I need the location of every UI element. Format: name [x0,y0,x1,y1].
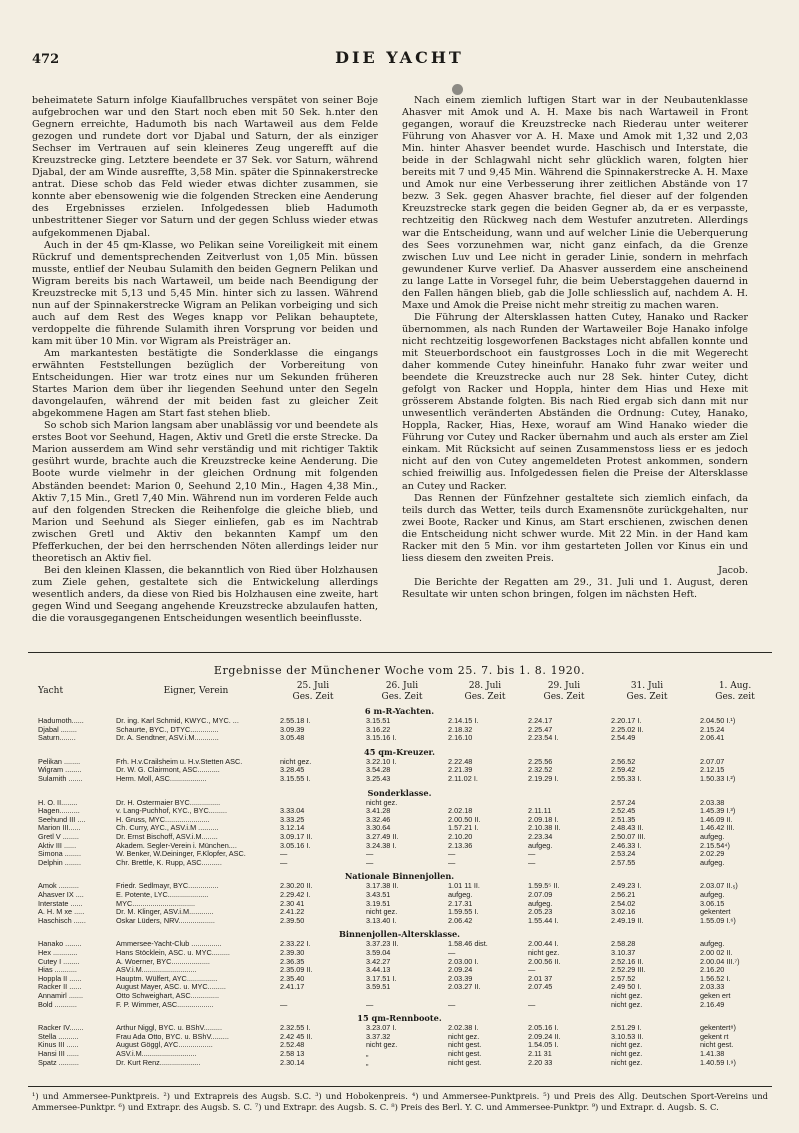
yacht-name: Hias ........... [38,965,77,975]
race-time: 2.49.23 I. [611,881,642,891]
owner-club: Dr. ing. Karl Schmid, KWYC., MYC. ... [116,716,239,725]
race-time: geken ert [700,991,731,1000]
race-time: gekent rt [700,1031,729,1041]
race-time: 2.41.22 [280,907,305,917]
race-time: 3.27.49 II. [366,832,399,841]
yacht-name: Bold ........... [38,999,77,1009]
race-time: 2.39.30 [280,948,305,957]
right-text-column [402,95,748,601]
race-time: 2.58.28 [611,939,636,949]
race-time: 3.43.51 [366,890,391,899]
owner-club: Dr. Ernst Bischoff, ASV.i.M........ [116,832,218,841]
race-time: 3.10.37 [611,948,636,957]
owner-club: Ch. Curry, AYC., ASV.i.M .......... [116,823,219,833]
yacht-name: Interstate ...... [38,898,83,908]
race-time: nicht gest. [700,1040,734,1050]
section-heading: Binnenjollen-Altersklasse. [338,929,461,940]
yacht-name: Stella .......... [38,1031,79,1041]
race-time: 2.00.44 I. [528,939,559,949]
race-time: — [448,857,456,867]
race-time: — [280,849,288,859]
owner-club: Hauptm. Wülfert, AYC............... [116,973,218,983]
race-time: 2.35.09 II. [280,965,313,975]
race-time: 2.07.07 [700,756,725,766]
race-time: nicht gez. [611,1040,643,1050]
race-time: 2.35.40 [280,973,305,983]
owner-club: Dr. H. Ostermaier BYC............... [116,797,221,807]
yacht-name: Gretl V ........ [38,832,79,841]
owner-club: v. Lang-Puchhof, KYC., BYC......... [116,806,227,816]
owner-club: Otto Schweighart, ASC.............. [116,991,220,1000]
race-time: 2.19.29 I. [528,774,559,783]
race-time: 3.23.07 I. [366,1023,397,1033]
race-time: 2.53.24 [611,849,636,859]
yacht-name: Seehund III .... [38,814,86,824]
race-time: 2.30.20 II. [280,881,313,891]
race-time: 2.49.19 II. [611,915,644,925]
race-time: 3.13.40 I. [366,915,397,925]
race-time: 2.51.29 I. [611,1023,642,1033]
race-time: 2.25.02 II. [611,724,644,734]
section-heading: Sonderklasse. [367,787,432,798]
paragraph: Nach einem ziemlich luftigen Start war in der Neubautenklasse Ahasver mit Amok und A. H. Maxe bis nach Wartaweil in Front gegangen, worauf die Kreuzstrecke nach Riederau unter weiterer Führung von Ahasver vor A. H. Maxe und Amok mit 1,32 und 2,03 Min. hinter Ahasver beendet wurde. Haschisch und Interstate, die beide in der Schlagwahl nicht sehr glücklich waren, folgten hier bereits mit 7 und 9,45 Min. Während die Spinnakerstrecke A. H. Maxe und Amok nur eine Verbesserung ihrer zeitlichen Abstände von 17 bezw. 3 Sek. gegen Ahasver brachte, fiel dieser auf der folgenden Kreuzstrecke stark gegen die beiden Gegner ab, da er es verpasste, rechtzeitig den Rückweg nach dem Westufer anzutreten. Allerdings war die Entscheidung, wann und auf welcher Linie die Ueberquerung des Sees vorzunehmen war, nicht ganz einfach, da die Grenze zwischen Luv und Lee nicht in gerader Linie, sondern in mehrfach gewundener Kurve verlief. Da Ahasver ausserdem eine anscheinend zu lange Latte in Vorsegel fuhr, die beim Ueberstaggehen dauernd in den Fallen hängen blieb, gab die Jolle schliesslich auf, nachdem A. H. Maxe und Amok die Preise nicht mehr streitig zu machen waren. [402,95,748,311]
race-time: — [528,849,536,859]
yacht-name: Haschisch ...... [38,915,86,925]
race-time: 2.11.11 [528,806,552,816]
owner-club: Friedr. Sedlmayr, BYC............... [116,881,219,891]
race-time: 1.46.09 II. [700,814,733,824]
race-time: 2.46.33 I. [611,840,642,850]
race-time: 2.20.17 I. [611,716,642,725]
race-time: 2.06.42 [448,915,473,925]
yacht-name: A. H. M xe ..... [38,907,85,917]
race-time: 2.39.50 [280,915,305,925]
race-time: 2.03.33 [700,982,725,992]
left-text-column [32,95,378,625]
owner-club: A. Woerner, BYC................... [116,956,210,966]
owner-club: August Göggl, AYC................. [116,1040,213,1050]
race-time: 2.25.56 [528,756,553,766]
race-time: 2.51.35 [611,814,636,824]
race-time: 2.12.15 [700,765,725,775]
race-time: 3.37.23 II. [366,939,399,949]
race-time: 3.09.39 [280,724,305,734]
race-time: aufgeg. [700,939,725,949]
owner-club: Oskar Lüders, NRV.................. [116,915,215,925]
race-time: — [366,857,374,867]
owner-club: H. Gruss, MYC...................... [116,814,210,824]
yacht-name: Spatz .......... [38,1057,79,1067]
yacht-name: Hoppla II ...... [38,973,82,983]
yacht-name: Delphin ........ [38,857,81,867]
yacht-name: Sulamith ....... [38,774,83,783]
header-day-1: 25. Juli Ges. Zeit [292,681,334,702]
race-time: 2.03.00 I. [448,956,479,966]
race-time: 3.05.16 I. [280,840,311,850]
race-time: 2.30 41 [280,898,305,908]
race-time: — [280,999,288,1009]
race-time: nicht gez. [528,948,560,957]
race-time: 1.59.5⁵ II. [528,881,560,891]
race-time: 2.16.20 [700,965,725,975]
race-time: aufgeg. [700,832,725,841]
race-time: nicht gest. [448,1049,482,1058]
race-time: 2.36.35 [280,956,305,966]
race-time: „ [366,1057,369,1067]
owner-club: Frau Ada Otto, BYC. u. BShV......... [116,1031,229,1041]
race-time: 1.59.55 I. [448,907,479,917]
race-time: 2.42 45 II. [280,1031,313,1041]
race-time: 2.09.18 I. [528,814,559,824]
race-time: 2.07.45 [528,982,553,992]
owner-club: Dr. Kurt Renz.................... [116,1057,201,1067]
race-time: 2.25.47 [528,724,553,734]
race-time: 1.57.21 I. [448,823,479,833]
race-time: 2.05.16 I. [528,1023,559,1033]
race-time: aufgeg. [528,898,553,908]
race-time: 2.14.15 I. [448,716,479,725]
paragraph: Bei den kleinen Klassen, die bekanntlich von Ried über Holzhausen zum Ziele gehen, gestaltete sich die Entwickelung allerdings wesentlich anders, da diese von Ried bis Holzhausen eine zweite, hart gegen Wind und Seegang angehende Kreuzstrecke abzulaufen hatten, die die vorausgegangenen Entscheidungen wesentlich beeinflusste. [32,564,378,625]
paragraph: Das Rennen der Fünfzehner gestaltete sich ziemlich einfach, da teils durch das Wetter, teils durch Examensnöte zurückgehalten, nur zwei Boote, Racker und Kinus, am Start erschienen, zwischen denen die Entscheidung nicht schwer wurde. Mit 22 Min. in der Hand kam Racker mit den 5 Min. vor ihm gestarteten Jollen vor Kinus ein und liess diesem den zweiten Preis. [402,492,748,564]
race-time: 2.09.24 II. [528,1031,561,1041]
race-time: 2.03.07 II.₅) [700,881,738,891]
owner-club: August Mayer, ASC. u. MYC......... [116,982,226,992]
race-time: nicht gez. [611,991,643,1000]
race-time: 2.59.42 [611,765,636,775]
author-signature: Jacob. [718,564,748,576]
yacht-name: Marion III...... [38,823,81,833]
owner-club: ASV.i.M........................... [116,965,197,975]
race-time: 2.58 13 [280,1049,305,1058]
race-time: — [448,948,456,957]
race-time: 3.59.51 [366,982,391,992]
race-time: 2.09.24 [448,965,473,975]
race-time: 2.24.17 [528,716,553,725]
race-time: 2.30.14 [280,1057,305,1067]
table-row [0,774,799,784]
race-time: 2.32.55 I. [280,1023,311,1033]
race-time: 2.00 02 II. [700,948,733,957]
race-time: 1.56.52 I. [700,973,731,983]
race-time: 2.22.48 [448,756,473,766]
race-time: — [448,999,456,1009]
race-time: — [448,849,456,859]
race-time: 2.52.16 II. [611,956,644,966]
race-time: 2.05.23 [528,907,553,917]
header-day-2: 26. Juli Ges. Zeit [381,681,423,702]
page-number: 472 [32,52,60,67]
race-time: — [280,857,288,867]
race-time: 2.32.52 [528,765,553,775]
race-time: 1.54.05 I. [528,1040,559,1050]
owner-club: F. P. Wimmer, ASC.................. [116,999,214,1009]
yacht-name: Amok .......... [38,881,79,891]
race-time: 2.52.29 III. [611,965,646,975]
owner-club: E. Potente, LYC.................... [116,890,209,899]
race-time: 3.24.38 I. [366,840,397,850]
race-time: 2.16.10 [448,733,473,743]
race-time: 2.15.54⁴) [700,840,730,850]
race-time: 2.00.04 III.⁷) [700,956,740,966]
owner-club: Ammersee-Yacht-Club ............... [116,939,222,949]
race-time: 2.57.52 [611,973,636,983]
yacht-name: Racker IV....... [38,1023,84,1033]
race-time: 2.04.50 I.¹) [700,716,736,725]
race-time: gekentert⁸) [700,1023,736,1033]
race-time: nicht gez. [366,1040,398,1050]
race-time: 2.00.56 II. [528,956,561,966]
race-time: 2.49 50 I. [611,982,642,992]
race-time: 2.57.55 [611,857,636,867]
owner-club: Dr. W. G. Clairmont, ASC........... [116,765,220,775]
race-time: 2.18.32 [448,724,473,734]
race-time: nicht gez. [611,1049,643,1058]
race-time: 2.54.49 [611,733,636,743]
table-row [0,858,799,868]
race-time: 3.09.17 II. [280,832,313,841]
header-day-5: 31. Juli Ges. Zeit [626,681,668,702]
race-time: nicht gez. [366,797,398,807]
owner-club: W. Benker, W.Deininger, F.Klopfer, ASC. [116,849,246,859]
race-time: aufgeg. [700,857,725,867]
paragraph: Die Führung der Altersklassen hatten Cutey, Hanako und Racker übernommen, als nach Runden der Wartaweiler Boje Hanako infolge nicht rechtzeitig losgeworfenen Backstages nicht abfallen konnte und mit Steuerbordschoot ein faustgrosses Loch in die mit Wegerecht daher kommende Cutey hineinfuhr. Hanako fuhr zwar weiter und beendete die Kreuzstrecke auch nur 28 Sek. hinter Cutey, dicht gefolgt von Racker und Hoppla, hinter dem Hias und Hexe mit grösserem Abstande folgten. Bis nach Ried ergab sich dann mit nur unwesentlich veränderten Abständen die Ordnung: Cutey, Hanako, Hoppla, Racker, Hias, Hexe, worauf am Wind Hanako wieder die Führung vor Cutey und Racker übernahm und auch als erster am Ziel einkam. Mit Rücksicht auf seinen Zusammenstoss liess er es jedoch nicht auf den von Cutey angemeldeten Protest ankommen, sondern schied freiwillig aus. Infolgedessen fielen die Preise der Altersklasse an Cutey und Racker. [402,311,748,492]
race-time: 3.05.48 [280,733,305,743]
race-time: 2.11.02 I. [448,774,478,783]
section-heading: 6 m-R-Yachten. [364,706,435,716]
header-day-4: 29. Juli Ges. Zeit [543,681,585,702]
race-time: 2.50.07 III. [611,832,646,841]
yacht-name: Annamirl ....... [38,991,84,1000]
owner-club: MYC............................... [116,898,196,908]
race-time: aufgeg. [448,890,473,899]
race-time: 2.23.34 [528,832,553,841]
paragraph: beheimatete Saturn infolge Kiaufallbruches verspätet von seiner Boje aufgebrochen war und den Start noch eben mit 50 Sek. h.nter den Gegnern erreichte, Hadumoth bis nach Wartaweil aus dem Felde gezogen und rundete dort vor Djabal und Saturn, der als einziger Sechser im Vertrauen auf sein kleineres Zeug ungerefft auf die Kreuzstrecke ging. Letztere beendete er 37 Sek. vor Saturn, während Djabal, der am Winde ausreffte, 3,58 Min. später die Spinnakerstrecke antrat. Diese schob das Feld wieder etwas dichter zusammen, sie konnte aber ebensowenig wie die folgenden Strecken eine Aenderung des Ergebnisses erzielen. Infolgedessen blieb Hadumoth unbestrittener Sieger vor Saturn und der gegen Schluss wieder etwas aufgekommenen Djabal. [32,95,378,239]
race-time: 2.00.50 II. [448,814,481,824]
race-time: — [366,849,374,859]
race-time: gekentert [700,907,731,917]
race-time: 2.15.24 [700,724,725,734]
punch-hole-mark [452,84,463,95]
yacht-name: Kinus III ...... [38,1040,79,1050]
race-time: 3.28.45 [280,765,305,775]
race-time: 1.55.44 I. [528,915,559,925]
race-time: 3.41.28 [366,806,391,816]
yacht-name: Hagen.......... [38,806,80,816]
race-time: 3.42.27 [366,956,391,966]
race-time: 2.33.22 I. [280,939,311,949]
table-row [0,733,799,743]
race-time: 2.03.27 II. [448,982,481,992]
race-time: 2.02.38 I. [448,1023,479,1033]
race-time: 2.52.48 [280,1040,305,1050]
race-time: 3.10.53 II. [611,1031,644,1041]
race-time: 1.55.09 I.⁶) [700,915,736,925]
race-time: 2.16.49 [700,999,725,1009]
section-heading: 45 qm-Kreuzer. [364,746,435,757]
race-time: 3.17.38 II. [366,881,399,891]
race-time: 3.33.25 [280,814,305,824]
race-time: 2.06.41 [700,733,725,743]
race-time: 2.21.39 [448,765,473,775]
race-time: 3.33.04 [280,806,305,816]
yacht-name: Pelikan ........ [38,756,81,766]
paragraph: Am markantesten bestätigte die Sonderklasse die eingangs erwähnten Feststellungen bezüglich der Vorbereitung von Entscheidungen. Hier war trotz eines nur um Sekunden früheren Startes Marion dem über ihr liegenden Seehund unter den Segeln davongelaufen, während der mit beiden fast zu gleicher Zeit abgekommene Hagen am Start fast stehen blieb. [32,347,378,420]
race-time: 2.03.38 [700,797,725,807]
race-time: aufgeg. [700,890,725,899]
owner-club: Hans Stöcklein, ASC. u. MYC......... [116,948,230,957]
race-time: 3.44.13 [366,965,391,975]
yacht-name: H. O. II........ [38,797,78,807]
race-time: 1.58.46 dist. [448,939,488,949]
header-day-6: 1. Aug. Ges. zeit [715,681,755,702]
race-time: 2.03.39 [448,973,473,983]
race-time: 3.17.51 I. [366,973,397,983]
yacht-name: Hadumoth...... [38,716,84,725]
table-row [0,916,799,926]
yacht-name: Djabal ........ [38,724,77,734]
page-title: DIE YACHT [335,48,464,67]
owner-club: Dr. M. Klinger, ASV.i.M............ [116,907,214,917]
race-time: 3.32.46 [366,814,391,824]
owner-club: Schaurte, BYC., DTYC.............. [116,724,219,734]
race-time: 2.55.18 I. [280,716,311,725]
divider-rule [28,652,772,653]
owner-club: Herm. Moll, ASC.................. [116,774,207,783]
race-time: 2.20 33 [528,1057,553,1067]
race-time: 2.02.18 [448,806,473,816]
race-time: 3.06.15 [700,898,725,908]
race-time: nicht gest. [448,1057,482,1067]
section-heading: Nationale Binnenjollen. [344,871,455,882]
race-time: nicht gez. [611,999,643,1009]
race-time: — [528,999,536,1009]
race-time: 2.55.33 I. [611,774,642,783]
race-time: 2.07.09 [528,890,553,899]
race-time: 2.48.43 II. [611,823,644,833]
yacht-name: Hanako ........ [38,939,82,949]
race-time: 2.02.29 [700,849,725,859]
paragraph: So schob sich Marion langsam aber unablässig vor und beendete als erstes Boot vor Seehund, Hagen, Aktiv und Gretl die erste Strecke. Da Marion ausserdem am Wind sehr verständig und mit richtiger Taktik gesührt wurde, brachte auch die Kreuzstrecke keine Aenderung. Die Boote wurde vielmehr in der gleichen Ordnung mit folgenden Abständen beendet: Marion 0, Seehund 2,10 Min., Hagen 4,38 Min., Aktiv 7,15 Min., Gretl 7,40 Min. Während nun im vorderen Felde auch auf den folgenden Strecken die Reihenfolge die gleiche blieb, und Marion und Seehund als Sieger einliefen, gab es im Nachtrab zwischen Gretl und Aktiv den bekannten Kampf um den Pfefferkuchen, der bei den herrschenden Nöten allerdings leider nur theoretisch an Aktiv fiel. [32,420,378,564]
race-time: 2.41.17 [280,982,305,992]
race-time: nicht gez. [366,907,398,917]
owner-club: Arthur Niggl, BYC. u. BShV......... [116,1023,222,1033]
race-time: nicht gest. [448,1040,482,1050]
race-time: 2.57.24 [611,797,636,807]
race-time: 2.54.02 [611,898,636,908]
yacht-name: Aktiv III ...... [38,840,77,850]
race-time: 1.41.38 [700,1049,725,1058]
yacht-name: Hex ............ [38,948,78,957]
race-time: 3.22.10 I. [366,756,397,766]
race-time: 2.10.38 II. [528,823,561,833]
race-time: 2.01 37 [528,973,553,983]
table-row [0,1000,799,1010]
race-time: nicht gez. [611,1057,643,1067]
race-time: 3.15.51 [366,716,391,725]
owner-club: ASV.i.M........................... [116,1049,197,1058]
race-time: 1.45.39 I.³) [700,806,736,816]
race-time: 2.56.52 [611,756,636,766]
race-time: 3.19.51 [366,898,391,908]
race-time: 2.10.20 [448,832,473,841]
yacht-name: Hansi III ...... [38,1049,79,1058]
section-heading: 15 qm-Rennboote. [357,1013,442,1024]
race-time: 2.13.36 [448,840,473,850]
race-time: 2.17.31 [448,898,473,908]
yacht-name: Cutey I ........ [38,956,80,966]
race-time: 2.56.21 [611,890,636,899]
yacht-name: Racker II ...... [38,982,82,992]
race-time: 3.16.22 [366,724,391,734]
race-time: — [528,857,536,867]
race-time: nicht gez. [448,1031,480,1041]
yacht-name: Wigram ........ [38,765,82,775]
paragraph: Die Berichte der Regatten am 29., 31. Juli und 1. August, deren Resultate wir unten schon bringen, folgen im nächsten Heft. [402,576,748,600]
yacht-name: Ahasver IX .... [38,890,84,899]
race-time: 1.40.59 I.⁹) [700,1057,736,1067]
paragraph: Auch in der 45 qm-Klasse, wo Pelikan seine Voreiligkeit mit einem Rückruf und dementsprechenden Zeitverlust von 1,05 Min. büssen musste, entlief der Neubau Sulamith den beiden Gegnern Pelikan und Wigram bereits bis nach Wartaweil, um beide nach Beendigung der Kreuzstrecke mit 5,13 und 5,45 Min. hinter sich zu lassen. Während nun auf der Spinnakerstrecke Wigram an Pelikan vorbeiging und sich auch auf dem Rest des Weges knapp vor Pelikan behauptete, verdoppelte die führende Sulamith ihren Vorsprung vor beiden und kam mit über 10 Min. vor Wigram als Preisträger an. [32,239,378,347]
race-time: 1.01 11 II. [448,881,480,891]
header-owner: Eigner, Verein [163,686,229,696]
race-time: 3.37.32 [366,1031,391,1041]
header-yacht: Yacht [38,686,64,696]
race-time: 3.59.04 [366,948,391,957]
race-time: 3.54.28 [366,765,391,775]
race-time: nicht gez. [280,756,312,766]
race-time: 2.29.42 I. [280,890,311,899]
table-title: Ergebnisse der Münchener Woche vom 25. 7. bis 1. 8. 1920. [213,664,586,677]
owner-club: Akadem. Segler-Verein i. München.... [116,840,237,850]
race-time: 2.11 31 [528,1049,552,1058]
race-time: 3.25.43 [366,774,391,783]
yacht-name: Saturn........ [38,733,76,743]
header-day-3: 28. Juli Ges. Zeit [464,681,506,702]
table-row [0,1058,799,1068]
race-time: 3.02.16 [611,907,636,917]
race-time: 2.23.54 I. [528,733,559,743]
owner-club: Frh. H.v.Crailsheim u. H.v.Stetten ASC. [116,756,243,766]
owner-club: Chr. Brettle, K. Rupp, ASC.......... [116,857,222,867]
race-time: aufgeg. [528,840,553,850]
race-time: 1.50.33 I.²) [700,774,736,783]
race-time: 3.15.55 I. [280,774,311,783]
race-time: — [366,999,374,1009]
race-time: 3.15.16 I. [366,733,397,743]
race-time: 3.30.64 [366,823,391,833]
race-time: „ [366,1049,369,1058]
race-time: 1.46.42 III. [700,823,735,833]
yacht-name: Simona ........ [38,849,81,859]
footnotes: ¹) und Ammersee-Punktpreis. ²) und Extrapreis des Augsb. S.C. ³) und Hobokenpreis. ⁴) und Ammersee-Punktpreis. ⁵) und Preis des Allg. Deutschen Sport-Vereins und Ammersee-Punktpr. ⁶) und Extrapr. des Augsb. S. C. ⁷) und Extrapr. des Augsb. S. C. ⁸) Preis des Berl. Y. C. und Ammersee-Punktpr. ⁹) und Extrapr. d. Augsb. S. C. [32,1091,768,1112]
race-time: — [528,965,536,975]
divider-rule [28,1086,772,1087]
owner-club: Dr. A. Sendtner, ASV.i.M............ [116,733,219,743]
race-time: 2.52.45 [611,806,636,816]
race-time: 3.12.14 [280,823,305,833]
